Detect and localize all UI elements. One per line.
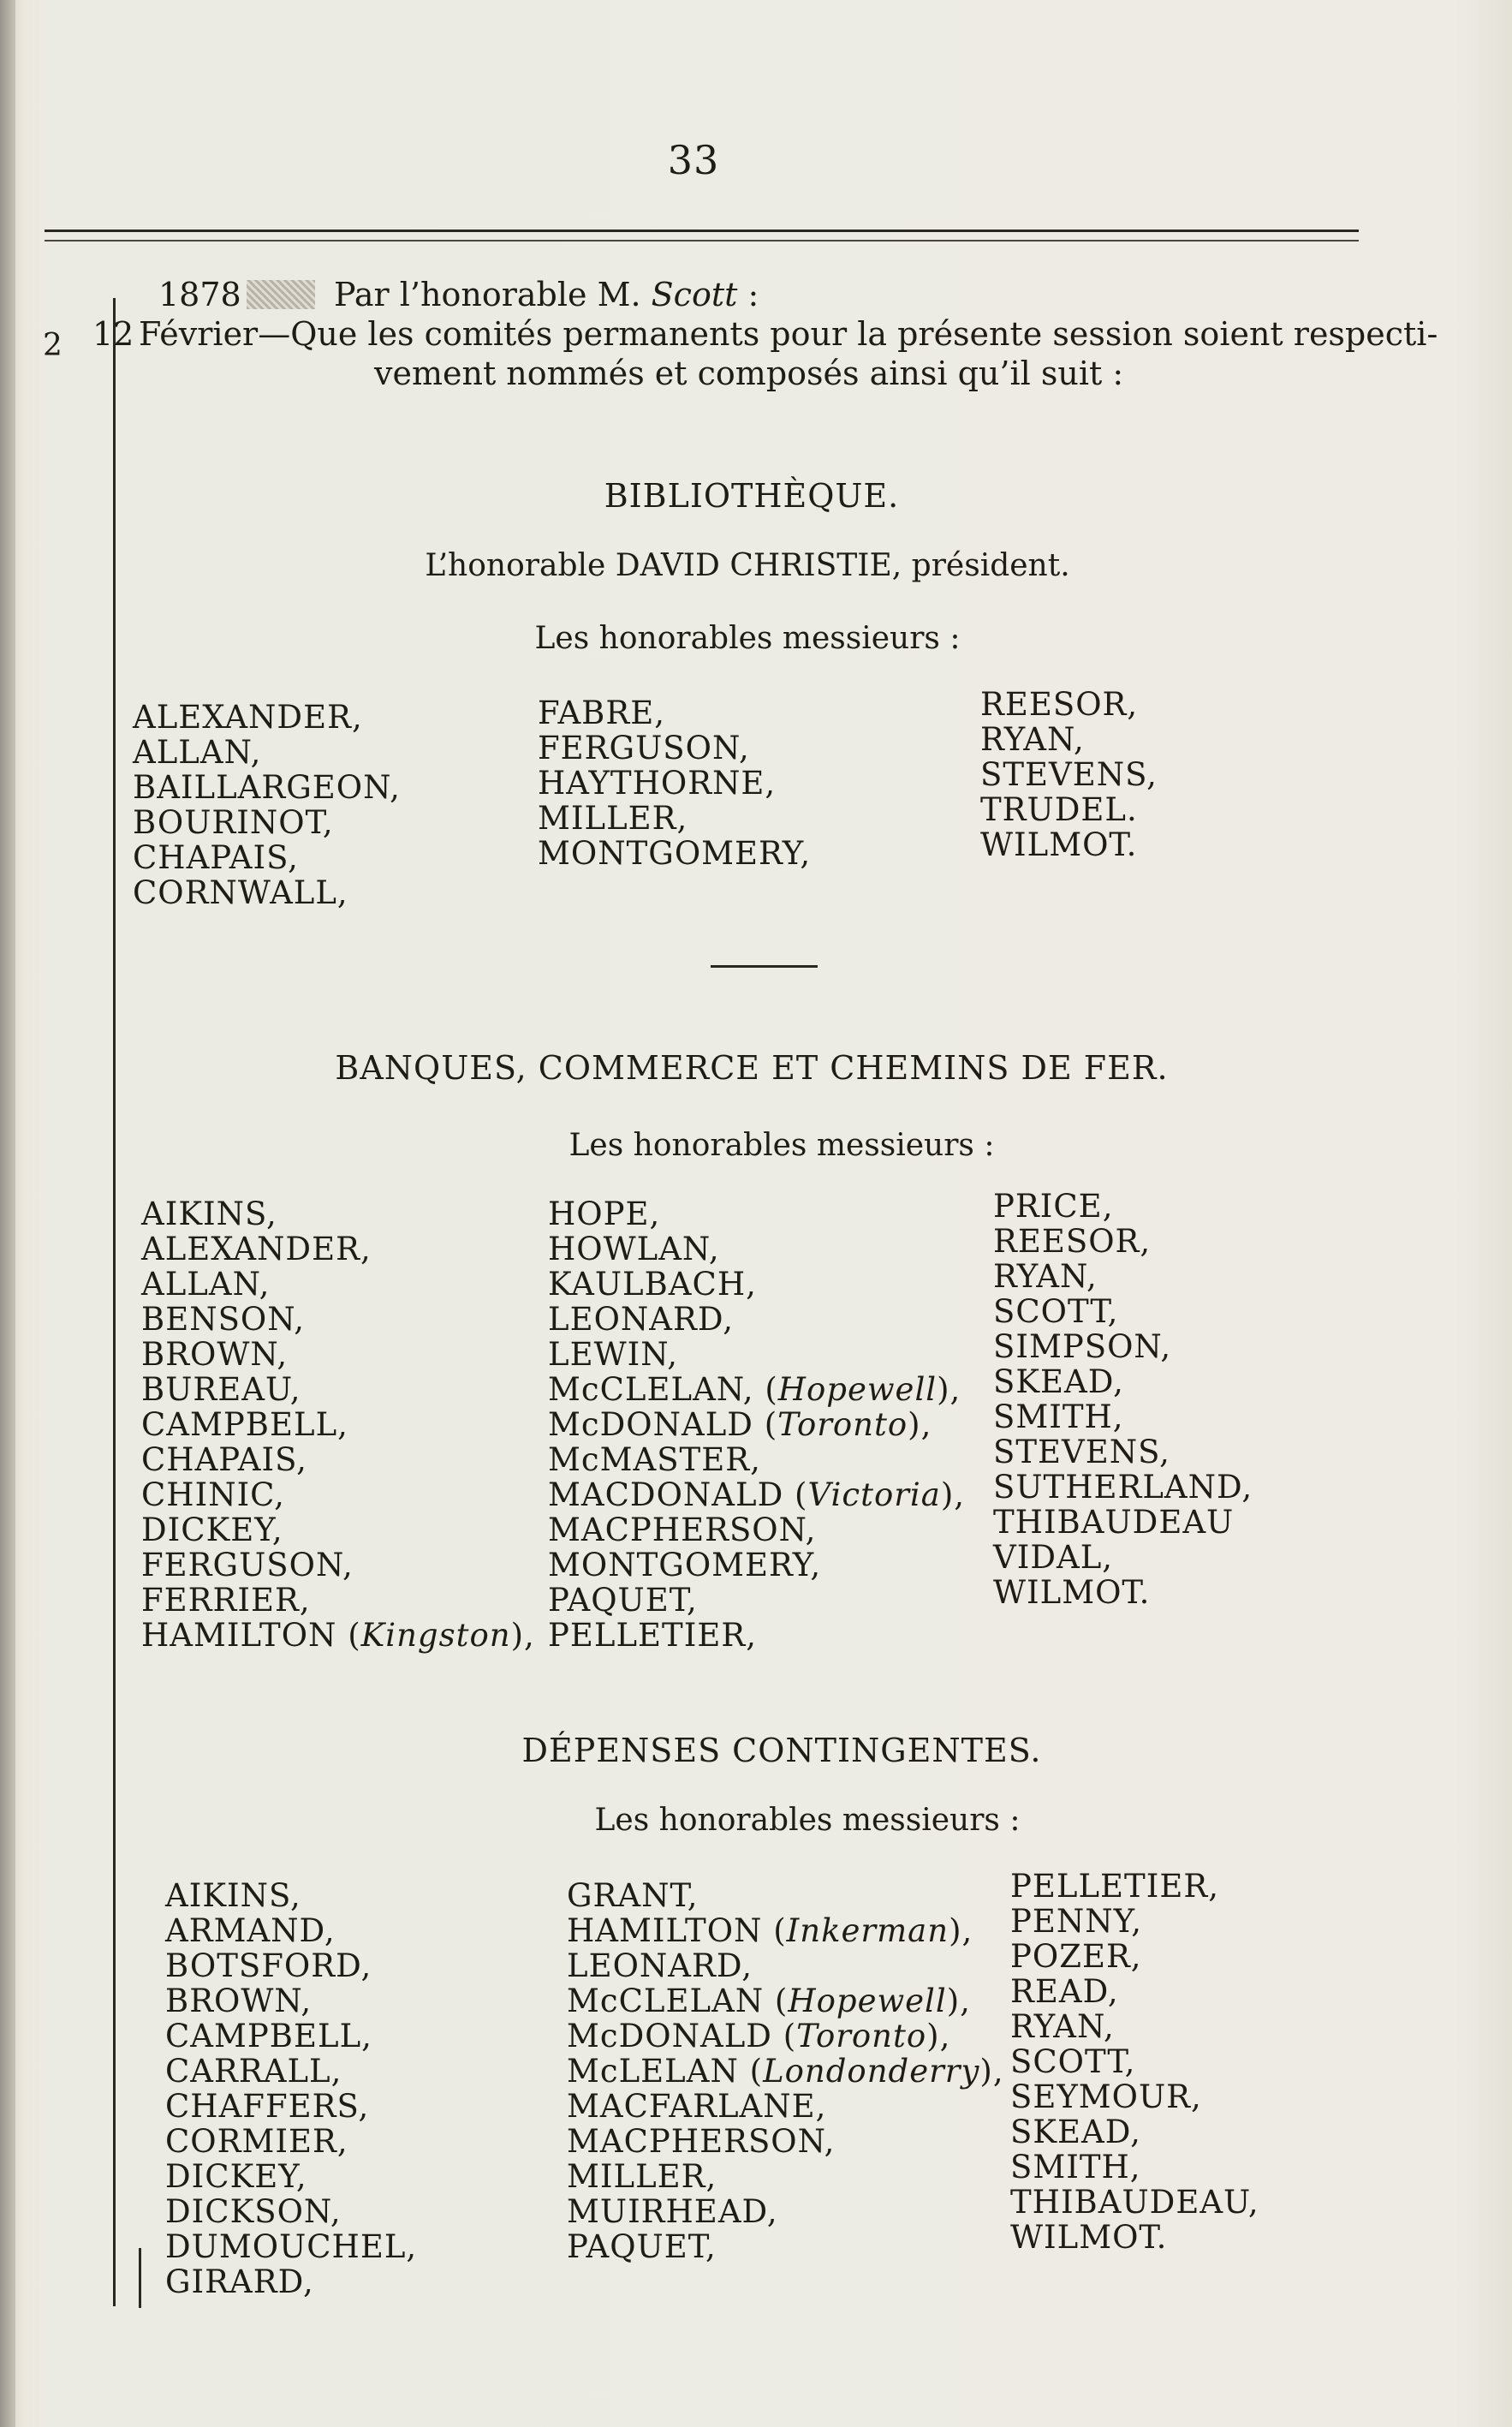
member-name: ALLAN,	[141, 1266, 271, 1303]
member-name: ALEXANDER,	[133, 699, 363, 736]
member-name: SUTHERLAND,	[993, 1469, 1253, 1506]
member-name: BOURINOT,	[133, 804, 334, 841]
member-place: Toronto	[796, 2018, 927, 2054]
member-column-1	[141, 1196, 535, 1653]
member-name: PAQUET,	[548, 1582, 698, 1619]
member-place: Toronto	[777, 1406, 908, 1443]
member-name: SKEAD,	[1010, 2114, 1141, 2150]
member-name-end: ),	[937, 1371, 961, 1408]
member-name: MILLER,	[567, 2158, 717, 2195]
member-name-with-place	[567, 2054, 1004, 2089]
member-name-with-place	[548, 1407, 965, 1442]
member-name: WILMOT.	[993, 1574, 1151, 1611]
member-column-3	[980, 687, 1158, 862]
member-name: REESOR,	[993, 1223, 1152, 1260]
member-name: GRANT,	[567, 1877, 699, 1914]
member-name: PENNY,	[1010, 1903, 1143, 1940]
member-name: SCOTT,	[1010, 2043, 1136, 2080]
member-name: MACFARLANE,	[567, 2088, 827, 2125]
member-name-with-place	[548, 1477, 965, 1512]
member-name: READ,	[1010, 1973, 1119, 2010]
entry-mover	[334, 276, 759, 313]
member-name-with-place	[567, 1913, 1004, 1948]
member-name: WILMOT.	[980, 826, 1138, 863]
member-name: THIBAUDEAU	[993, 1504, 1235, 1541]
member-name: HOWLAN,	[548, 1231, 720, 1267]
member-name: FABRE,	[538, 695, 665, 731]
member-name: CHINIC,	[141, 1476, 285, 1513]
member-name: SKEAD,	[993, 1363, 1124, 1400]
member-name: CORMIER,	[165, 2123, 348, 2160]
member-column-3	[1010, 1869, 1259, 2255]
member-name: VIDAL,	[993, 1539, 1114, 1576]
member-name: MILLER,	[538, 800, 688, 837]
member-name: SCOTT,	[993, 1293, 1119, 1330]
section-title-bibliotheque: BIBLIOTHÈQUE.	[604, 477, 900, 515]
margin-line	[113, 298, 116, 2306]
margin-number: 2	[43, 328, 63, 363]
member-name: BROWN,	[141, 1336, 289, 1373]
member-column-2	[548, 1196, 965, 1653]
member-name-part: HAMILTON (	[141, 1617, 361, 1654]
member-name: POZER,	[1010, 1938, 1142, 1975]
member-column-3	[993, 1189, 1253, 1610]
member-name-end: ),	[908, 1406, 932, 1443]
member-name: MACPHERSON,	[548, 1512, 817, 1548]
member-name: ARMAND,	[165, 1912, 336, 1949]
member-name: McMASTER,	[548, 1441, 761, 1478]
member-name-part: MACDONALD (	[548, 1476, 808, 1513]
member-name: ALLAN,	[133, 734, 262, 771]
mover-suffix: :	[737, 276, 759, 313]
member-name: RYAN,	[980, 721, 1085, 758]
member-name: ALEXANDER,	[141, 1231, 372, 1267]
member-name: KAULBACH,	[548, 1266, 757, 1303]
member-name: BAILLARGEON,	[133, 769, 401, 806]
member-name: FERRIER,	[141, 1582, 311, 1619]
member-place: Hopewell	[788, 1983, 947, 2019]
mover-name: Scott	[651, 276, 738, 313]
member-name-with-place	[548, 1372, 965, 1407]
member-name-with-place	[567, 2019, 1004, 2054]
member-name-with-place	[567, 1983, 1004, 2019]
member-name: BUREAU,	[141, 1371, 301, 1408]
member-name: MONTGOMERY,	[548, 1547, 822, 1583]
section-title-depenses: DÉPENSES CONTINGENTES.	[521, 1732, 1042, 1769]
member-name: SMITH,	[1010, 2149, 1141, 2185]
member-column-1	[165, 1878, 417, 2299]
member-place: Victoria	[807, 1476, 941, 1513]
member-name: CARRALL,	[165, 2053, 342, 2090]
member-name: RYAN,	[993, 1258, 1098, 1295]
member-name: RYAN,	[1010, 2008, 1115, 2045]
member-place: Kingston	[360, 1617, 511, 1654]
member-name: PAQUET,	[567, 2228, 717, 2265]
member-name-part: McCLELAN, (	[548, 1371, 778, 1408]
member-column-1	[133, 700, 401, 910]
member-name: BROWN,	[165, 1983, 313, 2019]
member-name: AIKINS,	[141, 1196, 277, 1232]
motion-line-1: Février—Que les comités permanents pour la présente session soient respecti-	[139, 315, 1438, 353]
member-column-2	[538, 695, 811, 871]
mover-prefix: Par l’honorable M.	[334, 276, 652, 313]
margin-tick	[139, 2248, 141, 2308]
header-rule	[45, 230, 1359, 232]
header-rule-secondary	[45, 240, 1359, 242]
member-name: CHAFFERS,	[165, 2088, 370, 2125]
member-name: HOPE,	[548, 1196, 661, 1232]
member-place: Hopewell	[777, 1371, 938, 1408]
member-name-with-place	[141, 1618, 535, 1653]
member-column-2	[567, 1878, 1004, 2264]
member-name: DICKEY,	[141, 1512, 283, 1548]
member-name: LEWIN,	[548, 1336, 678, 1373]
member-name: FERGUSON,	[141, 1547, 354, 1583]
member-name: PELLETIER,	[1010, 1868, 1219, 1905]
member-name: WILMOT.	[1010, 2219, 1168, 2256]
member-name-end: ),	[510, 1617, 535, 1654]
member-name: CAMPBELL,	[141, 1406, 348, 1443]
member-name: CORNWALL,	[133, 874, 348, 911]
member-name: CHAPAIS,	[141, 1441, 307, 1478]
member-name-part: McDONALD (	[548, 1406, 778, 1443]
member-name: BOTSFORD,	[165, 1947, 372, 1984]
member-name-part: McLELAN (	[567, 2053, 764, 2090]
member-name: MONTGOMERY,	[538, 835, 812, 872]
ink-smudge	[247, 280, 315, 309]
member-name-end: ),	[940, 1476, 966, 1513]
motion-line-2: vement nommés et composés ainsi qu’il suit :	[374, 355, 1124, 392]
member-name: CAMPBELL,	[165, 2018, 372, 2054]
member-name: HAYTHORNE,	[538, 765, 777, 802]
member-name: SIMPSON,	[993, 1328, 1172, 1365]
member-name-end: ),	[946, 1983, 971, 2019]
member-name-part: HAMILTON (	[567, 1912, 787, 1949]
member-name: SMITH,	[993, 1398, 1124, 1435]
member-name: LEONARD,	[567, 1947, 753, 1984]
member-name-end: ),	[979, 2053, 1004, 2090]
section-members-label: Les honorables messieurs :	[568, 1128, 995, 1163]
entry-year: 1878	[158, 276, 241, 313]
member-name-part: McDONALD (	[567, 2018, 797, 2054]
member-name: TRUDEL.	[980, 791, 1138, 828]
member-name: AIKINS,	[165, 1877, 301, 1914]
member-name: STEVENS,	[993, 1434, 1170, 1470]
entry-day: 12	[92, 315, 134, 353]
section-separator	[711, 965, 818, 968]
member-name: SEYMOUR,	[1010, 2078, 1202, 2115]
member-place: Inkerman	[786, 1912, 949, 1949]
member-name: PELLETIER,	[548, 1617, 757, 1654]
member-name: PRICE,	[993, 1188, 1114, 1225]
section-president: L’honorable DAVID CHRISTIE, président.	[425, 548, 1070, 583]
member-name: CHAPAIS,	[133, 839, 299, 876]
member-name: BENSON,	[141, 1301, 306, 1338]
member-name: LEONARD,	[548, 1301, 734, 1338]
member-name: DICKSON,	[165, 2193, 342, 2230]
member-name-end: ),	[926, 2018, 951, 2054]
member-place: Londonderry	[763, 2053, 980, 2090]
member-name: STEVENS,	[980, 756, 1158, 793]
member-name: GIRARD,	[165, 2263, 314, 2300]
page-number: 33	[667, 137, 720, 183]
member-name: FERGUSON,	[538, 730, 750, 766]
section-title-banques: BANQUES, COMMERCE ET CHEMINS DE FER.	[335, 1049, 1169, 1087]
section-members-label: Les honorables messieurs :	[594, 1803, 1021, 1838]
member-name-part: McCLELAN (	[567, 1983, 789, 2019]
member-name-end: ),	[949, 1912, 973, 1949]
section-members-label: Les honorables messieurs :	[534, 621, 961, 656]
member-name: THIBAUDEAU,	[1010, 2184, 1259, 2221]
member-name: DUMOUCHEL,	[165, 2228, 418, 2265]
member-name: DICKEY,	[165, 2158, 307, 2195]
member-name: MUIRHEAD,	[567, 2193, 778, 2230]
member-name: MACPHERSON,	[567, 2123, 836, 2160]
binding-edge	[0, 0, 15, 2427]
member-name: REESOR,	[980, 686, 1139, 723]
